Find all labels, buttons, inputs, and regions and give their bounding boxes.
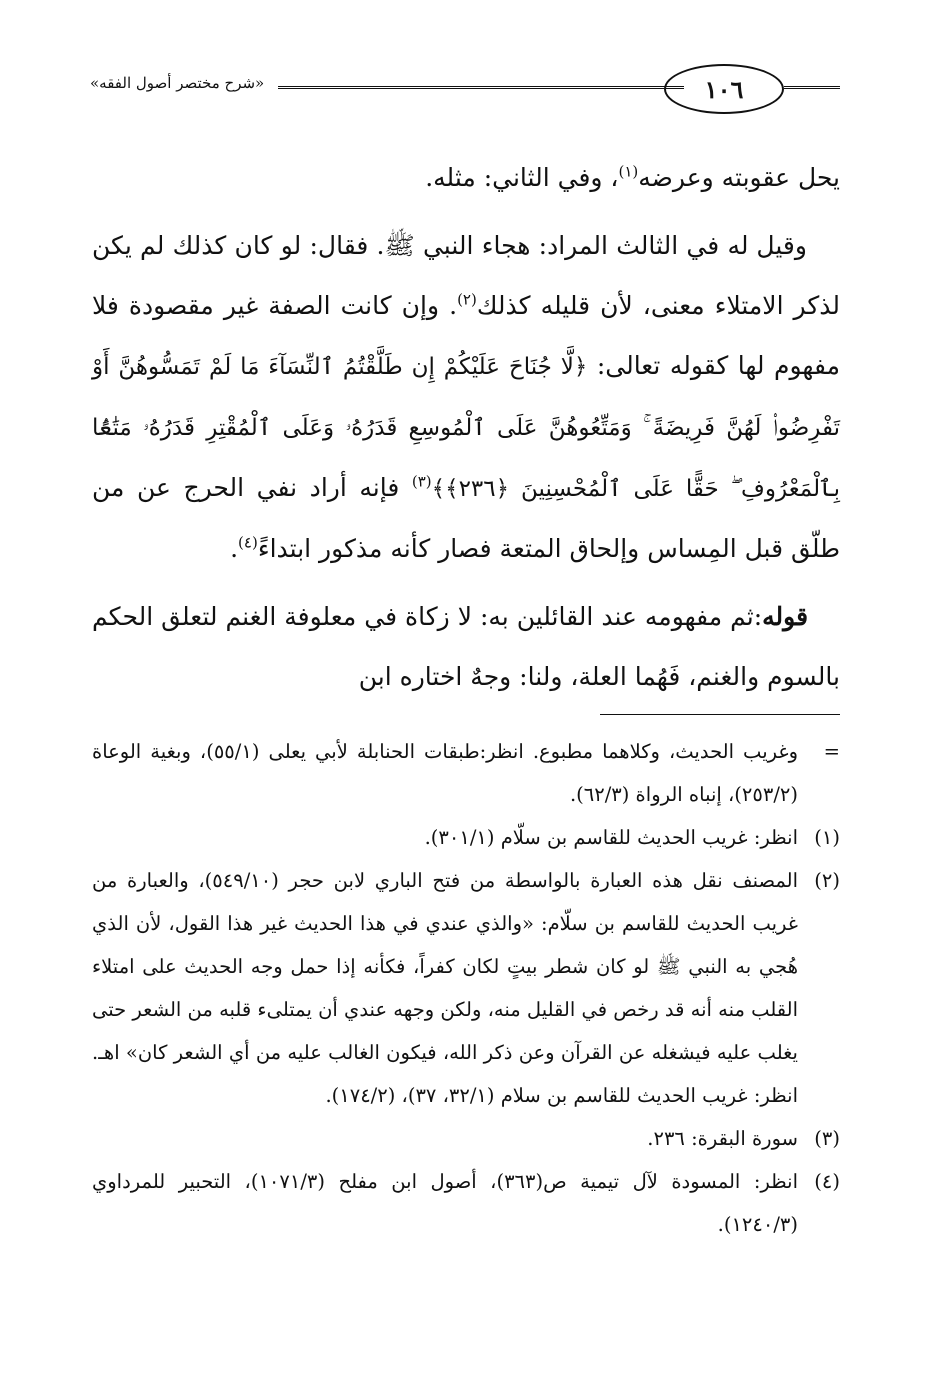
footnote-4 (92, 1160, 840, 1246)
footnote-ref-2: (٢) (457, 290, 477, 309)
main-text (92, 148, 840, 707)
footnote-3 (92, 1117, 840, 1160)
footnote-mark: (١) (814, 826, 840, 849)
footnote-text: وغريب الحديث، وكلاهما مطبوع. انظر:طبقات الحنابلة لأبي يعلى (٥٥/١)، وبغية الوعاة (٢٥٣/٢)، إنباه الرواة (٦٢/٣). (92, 740, 799, 806)
header-rule-right (784, 86, 840, 89)
footnote-ref-4: (٤) (238, 533, 258, 552)
footnote-text: سورة البقرة: ٢٣٦. (647, 1127, 798, 1150)
footnote-mark: (٣) (814, 1127, 840, 1150)
footnote-2 (92, 859, 840, 1117)
text-span: يحل عقوبته وعرضه (638, 163, 840, 192)
text-span: . (230, 534, 239, 563)
quran-verse: ﴿لَّا جُنَاحَ عَلَيْكُمْ إِن طَلَّقْتُمُ ٱلنِّسَآءَ مَا لَمْ تَمَسُّوهُنَّ أَوْ تَفْرِضُوا۟ لَهُنَّ فَرِيضَةً ۚ وَمَتِّعُوهُنَّ عَلَى ٱلْمُوسِعِ قَدَرُهُۥ وَعَلَى ٱلْمُقْتِرِ قَدَرُهُۥ مَتَٰعًۢا بِٱلْمَعْرُوفِ ۖ حَقًّا عَلَى ٱلْمُحْسِنِينَ ﴿٢٣٦﴾﴾ (92, 354, 840, 502)
footnote-mark: (٢) (814, 869, 840, 892)
footnote-mark: (٤) (814, 1170, 840, 1193)
footnote-ref-1: (١) (618, 162, 639, 181)
footnote-text: انظر: المسودة لآل تيمية ص(٣٦٣)، أصول ابن مفلح (١٠٧١/٣)، التحبير للمرداوي (١٢٤٠/٣). (92, 1170, 798, 1236)
footnote-text: انظر: غريب الحديث للقاسم بن سلّام (٣٠١/١). (424, 826, 798, 849)
footnote-mark: = (823, 740, 840, 763)
text-span: :ثم مفهومه عند القائلين به: لا زكاة في معلوفة الغنم لتعلق الحكم بالسوم والغنم، فَهُما العلة، ولنا: وجهٌ اختاره ابن (92, 602, 840, 691)
footnote-text: المصنف نقل هذه العبارة بالواسطة من فتح الباري لابن حجر (٥٤٩/١٠)، والعبارة من غريب الحديث للقاسم بن سلّام: «والذي عندي في هذا الحديث غير هذا القول، لأن الذي هُجي به النبي ﷺ لو كان شطر بيتٍ لكان كفراً، فكأنه إذا حمل وجه الحديث على امتلاء القلب منه أنه قد رخص في القليل منه، ولكن وجهه عندي أن يمتلىء قلبه من الشعر حتى يغلب عليه فيشغله عن القرآن وعن ذكر الله، فيكون الغالب عليه من أي الشعر كان» اهـ. انظر: غريب الحديث للقاسم بن سلام (٣٢/١، ٣٧)، (١٧٤/٢). (92, 869, 798, 1107)
qawluh-label: قوله (762, 602, 809, 631)
text-span: فإنه أراد نفي الحرج عن من طلّق قبل المِساس وإلحاق المتعة فصار كأنه مذكور ابتداءً (92, 473, 840, 563)
footnote-separator (600, 714, 840, 715)
text-span: وقيل له في الثالث المراد: هجاء النبي ﷺ. فقال: لو كان كذلك لم يكن لذكر الامتلاء معنى، لأن قليله كذلك (92, 231, 840, 320)
footnotes (92, 730, 840, 1246)
text-span: ، وفي الثاني: مثله. (425, 163, 619, 192)
book-title: «شرح مختصر أصول الفقه» (90, 74, 265, 92)
page-number: ١٠٦ (664, 64, 784, 114)
paragraph-1 (92, 148, 840, 208)
header-rule-left (278, 86, 684, 89)
text-span: . وإن كانت الصفة غير مقصودة فلا مفهوم لها كقوله تعالى: (92, 291, 840, 380)
paragraph-2 (92, 216, 840, 579)
page-header (90, 60, 840, 130)
footnote-ref-3: (٣) (411, 472, 432, 491)
paragraph-3 (92, 587, 840, 707)
footnote-1 (92, 816, 840, 859)
footnote-continued (92, 730, 840, 816)
